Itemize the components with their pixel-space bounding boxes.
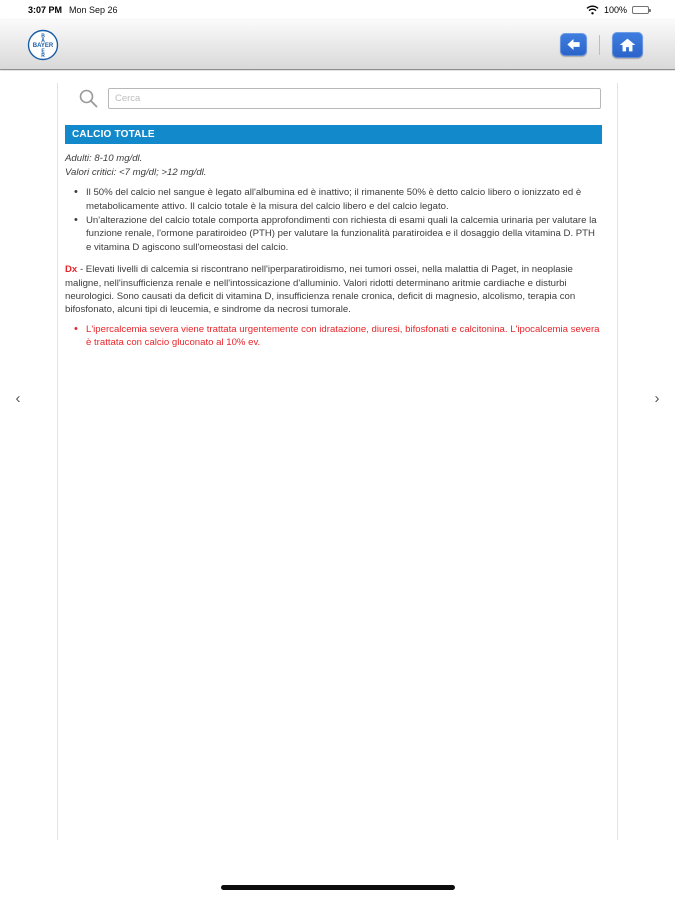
adult-values-line: Adulti: 8-10 mg/dl.: [65, 153, 143, 165]
info-bullet-list: [65, 186, 602, 254]
list-item: • Un'alterazione del calcio totale comporta approfondimenti con richiesta di esami quali la calcemia urinaria per valutare la funzione renale, l'ormone paratiroideo (PTH) per valutare la funzionalità paratiroidea e il dosaggio della vitamina D. PTH e vitamina D agiscono sull'omeostasi del calcio.: [65, 214, 602, 254]
status-time: 3:07 PM: [28, 5, 63, 15]
wifi-icon: [586, 5, 599, 15]
page-edge-left: [57, 83, 58, 840]
article-content: [65, 125, 602, 351]
dx-label: Dx: [65, 264, 78, 276]
treatment-bullet-list: [65, 323, 602, 350]
svg-text:A: A: [41, 37, 45, 44]
home-button[interactable]: [612, 32, 643, 58]
list-item: • Il 50% del calcio nel sangue è legato all'albumina ed è inattivo; il rimanente 50% è detto calcio libero o ionizzato ed è metabolicamente attivo. Il calcio totale è la misura del calcio libero e del calcio legato.: [65, 186, 602, 213]
search-row: [78, 88, 601, 109]
header-divider: [599, 35, 600, 55]
svg-text:BAYER: BAYER: [32, 42, 54, 49]
back-button[interactable]: [560, 33, 587, 56]
next-page-chevron[interactable]: ›: [654, 390, 660, 407]
header-actions: [560, 32, 643, 58]
list-item: • L'ipercalcemia severa viene trattata urgentemente con idratazione, diuresi, bifosfonati e calcitonina. L'ipocalcemia severa è trattata con calcio gluconato al 10% ev.: [65, 323, 602, 350]
home-icon: [619, 37, 636, 53]
svg-text:E: E: [41, 48, 45, 54]
status-left: [28, 5, 118, 15]
dx-text: - Elevati livelli di calcemia si riscontrano nell'iperparatiroidismo, nei tumori ossei, nella malattia di Paget, in neoplasie maligne, nell'insufficienza renale e nell'intossicazione d'alluminio. Valori ridotti determinano aritmie cardiache e disturbi neurologici. Sono causati da deficit di vitamina D, insufficienza renale cronica, deficit di magnesio, alcolismo, terapia con bifosfonato, alcuni tipi di leucemia, e sindrome da necrosi tumorale.: [65, 264, 576, 316]
search-icon: [78, 88, 99, 109]
page: [0, 71, 675, 900]
critical-values-line: Valori critici: <7 mg/dl; >12 mg/dl.: [65, 166, 207, 178]
page-edge-right: [617, 83, 618, 840]
svg-text:R: R: [41, 52, 45, 59]
svg-text:B: B: [41, 33, 45, 39]
battery-percent: 100%: [603, 5, 627, 15]
section-title: CALCIO TOTALE: [65, 125, 602, 144]
home-indicator[interactable]: [221, 885, 455, 890]
app-header: [0, 20, 675, 70]
bayer-logo: [27, 29, 59, 61]
status-right: [586, 5, 649, 15]
search-input[interactable]: [108, 88, 601, 109]
dx-paragraph: [65, 263, 602, 317]
status-date: Mon Sep 26: [69, 5, 118, 15]
battery-nub: [649, 9, 651, 12]
back-arrow-icon: [565, 37, 582, 52]
status-bar: [0, 0, 675, 20]
battery-icon: [632, 6, 649, 14]
prev-page-chevron[interactable]: ‹: [15, 390, 21, 407]
